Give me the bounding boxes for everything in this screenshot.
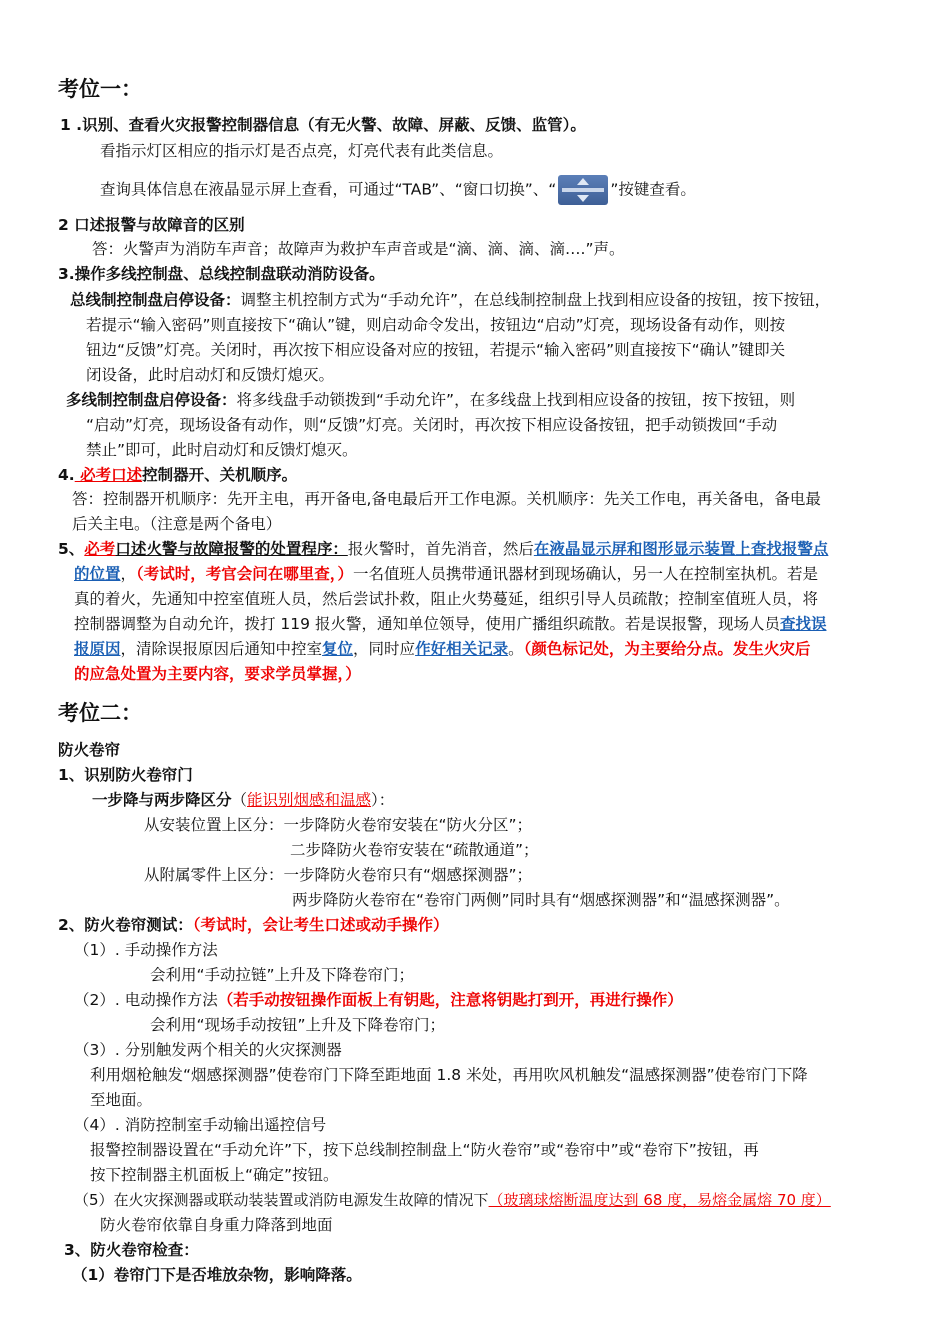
item-5-line-1 (58, 538, 828, 560)
item-5-text-4a: 控制器调整为自动允许，拨打 119 报火警，通知单位领导，使用广播组织疏散。若是误报警，现场人员 (74, 615, 780, 633)
item-4-number: 4. (58, 466, 75, 484)
method-5-red-note: （玻璃球熔断温度达到 68 度，易熔金属熔 70 度） (488, 1191, 831, 1209)
item-5-heading: 口述火警与故障报警的处置程序： (115, 540, 348, 558)
part-1-red-note: 能识别烟感和温感 (247, 791, 372, 809)
item-5-key-4: 作好相关记录 (415, 640, 509, 658)
method-4-text-b: 按下控制器主机面板上“确定”按钮。 (90, 1166, 339, 1184)
part-1-line-d: 从附属零件上区分：一步降防火卷帘只有“烟感探测器”； (144, 866, 533, 884)
item-5-period: 。 (508, 640, 524, 658)
multi-panel-line-2: “启动”灯亮，现场设备有动作，则“反馈”灯亮。关闭时，再次按下相应设备按钮，把手动锁拨回“手动 (86, 416, 778, 434)
item-4-heading (58, 464, 297, 486)
bus-panel-line-3: 钮边“反馈”灯亮。关闭时，再次按下相应设备对应的按钮，若提示“输入密码”则直接按下“确认”键即关 (86, 341, 786, 359)
method-2-red-note: （若手动按钮操作面板上有钥匙，注意将钥匙打到开，再进行操作） (217, 991, 683, 1009)
multi-panel-heading: 多线制控制盘启停设备： (66, 391, 237, 409)
item-5-key-2: 查找误 (779, 615, 827, 633)
item-4-answer-1: 答：控制器开机顺序：先开主电，再开备电,备电最后开工作电源。关机顺序：先关工作电，再关备电，备电最 (72, 490, 821, 508)
part-1-line-e: 两步降防火卷帘在“卷帘门两侧”同时具有“烟感探测器”和“温感探测器”。 (292, 891, 790, 909)
item-5-text-5b: ，清除误报原因后通知中控室 (120, 640, 323, 658)
method-3-text-b: 至地面。 (90, 1091, 153, 1109)
bus-panel-line-4: 闭设备，此时启动灯和反馈灯熄灭。 (86, 366, 335, 384)
method-1: （1）. 手动操作方法 (74, 941, 218, 959)
item-2-heading: 2 口述报警与故障音的区别 (58, 216, 245, 234)
item-5-number: 5、 (58, 540, 85, 558)
paren-right: ）： (371, 791, 395, 809)
multi-panel-line-3: 禁止”即可，此时启动灯和反馈灯熄灭。 (86, 441, 358, 459)
part-1-line-b: 从安装位置上区分：一步降防火卷帘安装在“防火分区”； (144, 816, 533, 834)
section-2-title: 考位二： (58, 701, 142, 725)
item-5-required-tag: 必考 (84, 540, 116, 558)
item-4-title: 控制器开、关机顺序。 (142, 466, 298, 484)
part-1-subheading-text: 一步降与两步降区分 (92, 791, 232, 809)
section-2-subtitle: 防火卷帘 (58, 741, 121, 759)
item-1-heading: 1 .识别、查看火灾报警控制器信息（有无火警、故障、屏蔽、反馈、监管）。 (60, 116, 586, 134)
item-1-text-b (100, 175, 696, 205)
paren-left: （ (231, 791, 248, 809)
bus-panel-line-2: 若提示“输入密码”则直接按下“确认”键，则启动命令发出，按钮边“启动”灯亮，现场设备有动作，则按 (86, 316, 786, 334)
multi-panel-text-1: 将多线盘手动锁拨到“手动允许”，在多线盘上找到相应设备的按钮，按下按钮，则 (236, 391, 796, 409)
item-5-exam-note: （考试时，考官会问在哪里查，） (136, 565, 354, 583)
bus-panel-heading: 总线制控制盘启停设备： (70, 291, 241, 309)
part-1-heading: 1、识别防火卷帘门 (58, 766, 193, 784)
item-1-text-b-pre: 查询具体信息在液晶显示屏上查看，可通过“TAB”、“窗口切换”、“ (100, 180, 557, 199)
part-3-item-1: （1）卷帘门下是否堆放杂物，影响降落。 (72, 1266, 362, 1284)
item-5-key-3: 复位 (322, 640, 354, 658)
part-2-heading (58, 914, 449, 936)
window-switch-key-icon (558, 175, 608, 205)
bus-panel-text-1: 调整主机控制方式为“手动允许”，在总线制控制盘上找到相应设备的按钮，按下按钮， (240, 291, 831, 309)
multi-panel-line-1 (66, 389, 795, 411)
bus-panel-line-1 (70, 289, 830, 311)
item-5-color-note: （颜色标记处，为主要给分点。发生火灾后 (523, 640, 811, 658)
item-2-answer: 答：火警声为消防车声音；故障声为救护车声音或是“滴、滴、滴、滴….”声。 (92, 240, 625, 258)
item-4-required-tag: 必考口述 (74, 466, 143, 484)
item-5-line-6: 的应急处置为主要内容，要求学员掌握，） (74, 665, 361, 683)
part-2-heading-text: 2、防火卷帘测试： (58, 916, 193, 934)
method-4-text-a: 报警控制器设置在“手动允许”下，按下总线制控制盘上“防火卷帘”或“卷帘中”或“卷帘下”按钮，再 (90, 1141, 759, 1159)
method-2 (74, 989, 683, 1011)
method-5 (74, 1189, 831, 1211)
method-2-text: 会利用“现场手动按钮”上升及下降卷帘门； (150, 1016, 446, 1034)
item-5-line-4 (74, 613, 826, 635)
part-1-line-c: 二步降防火卷帘安装在“疏散通道”； (290, 841, 539, 859)
item-3-heading: 3.操作多线控制盘、总线控制盘联动消防设备。 (58, 265, 385, 283)
item-5-line-3: 真的着火，先通知中控室值班人员，然后尝试扑救，阻止火势蔓延，组织引导人员疏散；控制室值班人员，将 (74, 590, 819, 608)
part-2-red-note: （考试时，会让考生口述或动手操作） (192, 916, 449, 934)
item-5-line-5 (74, 638, 810, 660)
method-3-text-a: 利用烟枪触发“烟感探测器”使卷帘门下降至距地面 1.8 米处，再用吹风机触发“温感探测器”使卷帘门下降 (90, 1066, 808, 1084)
method-5-title: （5）在火灾探测器或联动装装置或消防电源发生故障的情况下 (74, 1191, 489, 1209)
item-1-text-a: 看指示灯区相应的指示灯是否点亮，灯亮代表有此类信息。 (100, 142, 504, 160)
part-3-heading: 3、防火卷帘检查： (64, 1241, 199, 1259)
item-5-key-1-cont: 的位置 (74, 565, 121, 583)
part-1-subheading (92, 789, 394, 811)
method-1-text: 会利用“手动拉链”上升及下降卷帘门； (150, 966, 415, 984)
item-4-answer-2: 后关主电。（注意是两个备电） (72, 515, 282, 533)
item-5-comma: ， (120, 565, 137, 583)
item-5-key-2-cont: 报原因 (74, 640, 121, 658)
item-5-text-5d: ，同时应 (353, 640, 416, 658)
item-1-text-b-post: ”按键查看。 (610, 180, 696, 199)
method-3: （3）. 分别触发两个相关的火灾探测器 (74, 1041, 342, 1059)
item-5-key-1: 在液晶显示屏和图形显示装置上查找报警点 (533, 540, 829, 558)
item-5-line-2 (74, 563, 818, 585)
item-5-text-2d: 一名值班人员携带通讯器材到现场确认，另一人在控制室执机。若是 (353, 565, 819, 583)
section-1-title: 考位一： (58, 77, 142, 101)
method-2-title: （2）. 电动操作方法 (74, 991, 218, 1009)
method-4: （4）. 消防控制室手动输出遥控信号 (74, 1116, 327, 1134)
method-5-text: 防火卷帘依靠自身重力降落到地面 (100, 1216, 333, 1234)
item-5-text-1a: 报火警时，首先消音，然后 (347, 540, 534, 558)
